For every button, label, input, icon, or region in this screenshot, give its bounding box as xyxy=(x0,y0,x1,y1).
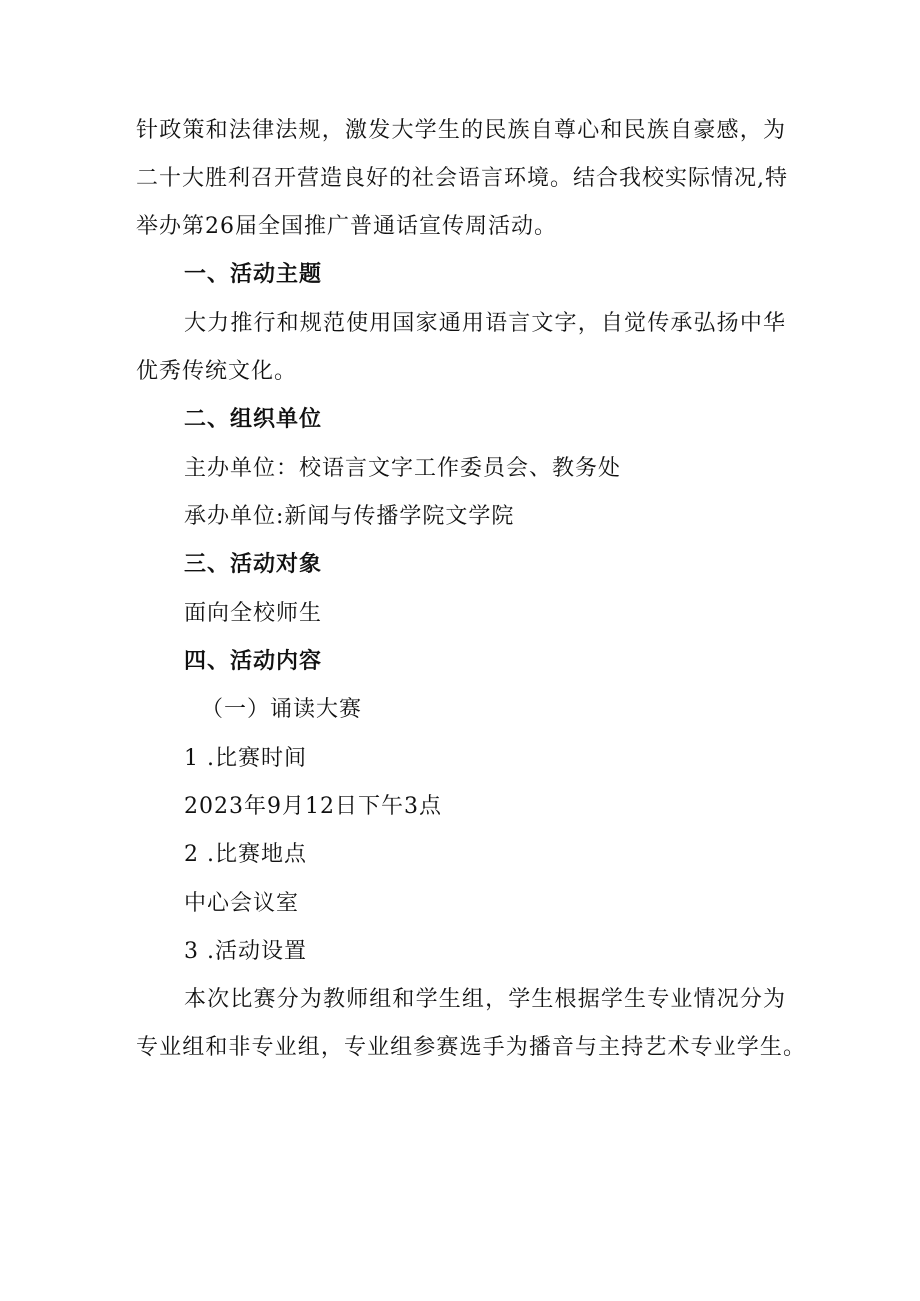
intro-line-3: 举办第26届全国推广普通话宣传周活动。 xyxy=(136,214,557,239)
audience-line: 面向全校师生 xyxy=(184,601,323,626)
section-1-line-1: 大力推行和规范使用国家通用语言文字，自觉传承弘扬中华 xyxy=(184,311,786,336)
item-3-line-2: 专业组和非专业组，专业组参赛选手为播音与主持艺术专业学生。 xyxy=(136,1035,806,1060)
section-1-heading: 一、活动主题 xyxy=(184,262,323,287)
subsection-heading: （一）诵读大赛 xyxy=(201,697,363,722)
item-2-value: 中心会议室 xyxy=(184,891,300,916)
intro-line-2: 二十大胜利召开营造良好的社会语言环境。结合我校实际情况,特 xyxy=(136,166,788,191)
intro-line-1: 针政策和法律法规，激发大学生的民族自尊心和民族自豪感，为 xyxy=(136,118,786,143)
item-1-value: 2023年9月12日下午3点 xyxy=(184,794,442,819)
organizer-line: 主办单位：校语言文字工作委员会、教务处 xyxy=(184,456,622,481)
item-2-title: 2 .比赛地点 xyxy=(184,842,307,867)
host-line: 承办单位:新闻与传播学院文学院 xyxy=(184,504,515,529)
item-3-line-1: 本次比赛分为教师组和学生组，学生根据学生专业情况分为 xyxy=(184,987,786,1012)
item-3-title: 3 .活动设置 xyxy=(184,939,307,964)
section-2-heading: 二、组织单位 xyxy=(184,407,323,432)
section-1-line-2: 优秀传统文化。 xyxy=(136,359,298,384)
section-4-heading: 四、活动内容 xyxy=(184,649,323,674)
item-1-title: 1 .比赛时间 xyxy=(184,746,307,771)
section-3-heading: 三、活动对象 xyxy=(184,552,323,577)
